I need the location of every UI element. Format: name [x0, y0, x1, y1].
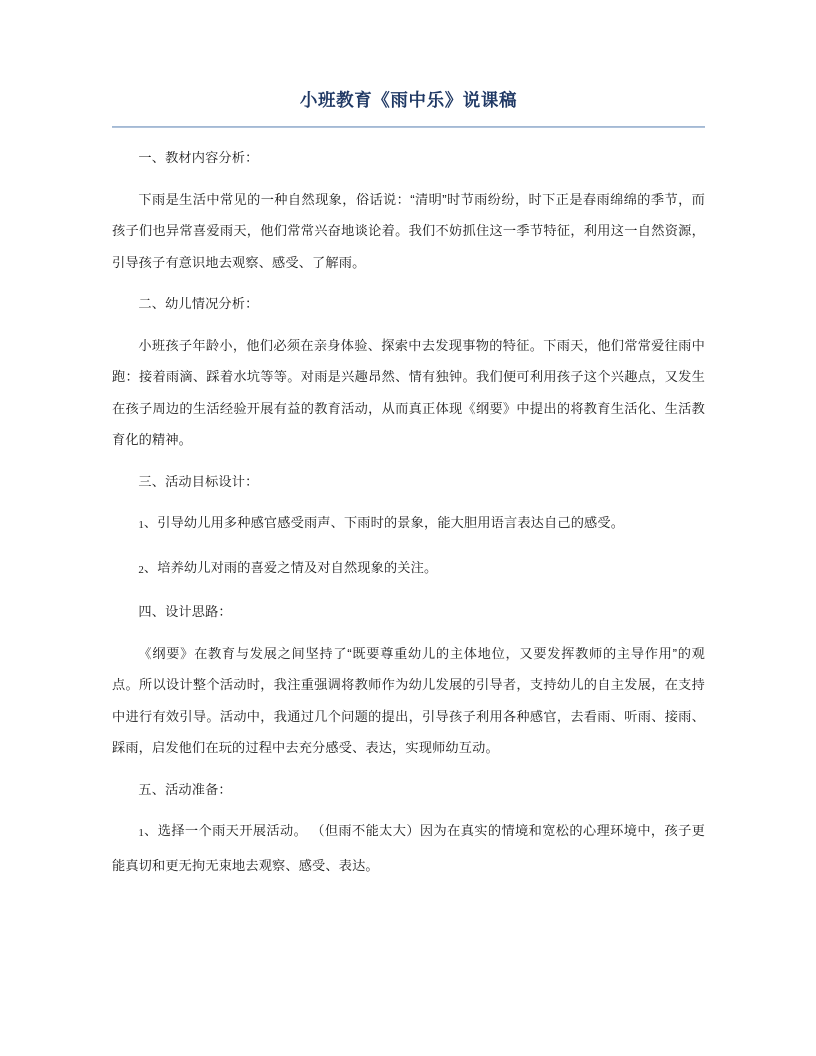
section-paragraph-2-1: 小班孩子年龄小，他们必须在亲身体验、探索中去发现事物的特征。下雨天，他们常常爱往雨中跑：接着雨滴、踩着水坑等等。对雨是兴趣昂然、情有独钟。我们便可利用孩子这个兴趣点，又发生在孩子周边的生活经验开展有益的教育活动，从而真正体现《纲要》中提出的将教育生活化、生活教育化的精神。	[112, 337, 705, 447]
section-paragraph-4-1: 《纲要》在教育与发展之间坚持了“既要尊重幼儿的主体地位，又要发挥教师的主导作用”的观点。所以设计整个活动时，我注重强调将教师作为幼儿发展的引导者，支持幼儿的自主发展，在支持中进行有效引导。活动中，我通过几个问题的提出，引导孩子利用各种感官，去看雨、听雨、接雨、踩雨，启发他们在玩的过程中去充分感受、表达，实现师幼互动。	[112, 645, 705, 755]
list-item-text: 选择一个雨天开展活动。 （但雨不能太大）因为在真实的情境和宽松的心理环境中，孩子更能真切和更无拘无束地去观察、感受、表达。	[112, 823, 705, 873]
list-item	[112, 552, 705, 587]
list-item-number: 2	[138, 563, 144, 576]
section-heading-1: 一、教材内容分析：	[138, 150, 259, 165]
list-item-marker: 、	[143, 515, 158, 530]
document-content	[112, 86, 705, 881]
page-title: 小班教育《雨中乐》说课稿	[299, 90, 518, 110]
list-item-marker: 、	[143, 823, 158, 838]
section-heading-5: 五、活动准备：	[138, 781, 232, 797]
list-item-text: 培养幼儿对雨的喜爱之情及对自然现象的关注。	[157, 559, 438, 575]
list-item-number: 1	[138, 519, 144, 531]
title-divider	[112, 126, 705, 128]
document-body	[112, 142, 705, 881]
list-item	[112, 507, 705, 542]
section-paragraph-1-1: 下雨是生活中常见的一种自然现象，俗话说：“清明”时节雨纷纷，时下正是春雨绵绵的季节，而孩子们也异常喜爱雨天，他们常常兴奋地谈论着。我们不妨抓住这一季节特征，利用这一自然资源，引导孩子有意识地去观察、感受、了解雨。	[112, 191, 705, 270]
list-item-marker: 、	[143, 559, 158, 575]
section-heading-2: 二、幼儿情况分析：	[138, 296, 259, 311]
section-heading-4: 四、设计思路：	[138, 604, 232, 619]
list-item-number: 1	[138, 827, 144, 839]
list-item	[112, 815, 705, 881]
list-item-text: 引导幼儿用多种感官感受雨声、下雨时的景象，能大胆用语言表达自己的感受。	[157, 515, 625, 530]
section-heading-3: 三、活动目标设计：	[138, 473, 259, 489]
